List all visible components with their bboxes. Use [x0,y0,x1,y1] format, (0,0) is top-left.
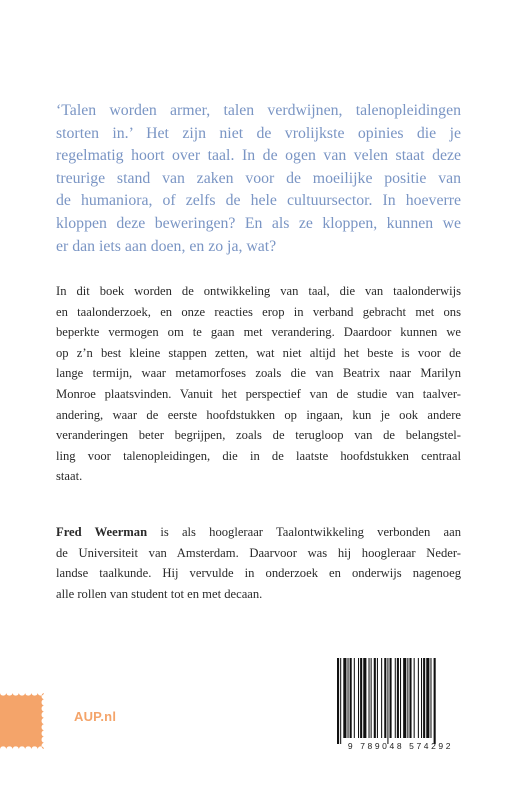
barcode-bar [350,658,352,738]
barcode-bar [390,658,392,738]
barcode-bar [358,658,359,738]
barcode-bar [418,658,419,738]
description-line: staat. [56,469,83,484]
intro-line: er dan iets aan doen, en zo ja, wat? [56,237,277,255]
author-bio-line [56,522,461,543]
description-line: en taalonderzoek, en onze reacties erop in verband gebracht met ons [56,304,461,319]
barcode-bar [363,658,366,738]
author-name: Fred Weerman [56,525,148,539]
description-line: beperkte vermogen om te gaan met verandering. Daardoor kunnen we [56,325,461,340]
description-line: In dit boek worden de ontwikkeling van taal, die van taalonderwijs [56,284,461,298]
description-line: lange termijn, waar metamorfoses zoals die van Beatrix naar Marilyn [56,366,461,381]
author-bio-line: alle rollen van student tot en met decaan. [56,586,263,601]
intro-line: de humaniora, of zelfs de hele cultuursector. In hoeverre [56,192,461,210]
barcode-bar [343,658,346,738]
barcode-bar [387,658,388,744]
book-description [56,281,461,487]
barcode-bar [374,658,376,738]
intro-line: regelmatig hoort over taal. In de ogen van velen staat deze [56,147,461,165]
barcode-bar [360,658,362,738]
barcode-bar [403,658,406,738]
barcode-bar [397,658,399,738]
barcode-number: 9 789048 574292 [347,741,454,751]
barcode-bar [409,658,411,738]
description-line: ling voor talenopleidingen, die in de laatste hoofdstukken centraal [56,448,461,463]
author-bio-first-line: is als hoogleraar Taalontwikkeling verbonden aan [147,525,462,539]
author-bio [56,522,461,604]
barcode-bar [354,658,355,738]
description-line: andering, waar de eerste hoofdstukken op ingaan, kun je ook andere [56,407,461,422]
intro-line: storten in.’ Het zijn niet de vrolijkste opinies die je [56,124,461,142]
intro-line: treurige stand van zaken voor de moeilijke positie van [56,169,461,187]
barcode-bar [395,658,396,738]
barcode-bar [369,658,370,738]
barcode-bar [381,658,382,738]
publisher-website-link[interactable]: AUP.nl [74,709,117,724]
barcode-bar [407,658,408,738]
barcode-bar [414,658,415,738]
author-bio-line: de Universiteit van Amsterdam. Daarvoor was hij hoogleraar Neder- [56,545,461,560]
barcode-bar [426,658,429,738]
barcode-bar [384,658,386,738]
barcode-bar [423,658,425,738]
barcode-bar [434,658,436,744]
publisher-stamp-icon [0,689,52,753]
barcode-bar [371,658,372,738]
barcode-bar [337,658,339,744]
intro-line: kloppen deze beweringen? En als ze kloppen, kunnen we [56,214,461,232]
description-line: veranderingen beter begrijpen, zoals de terugloop van de belangstel- [56,428,461,443]
barcode-bar [430,658,431,738]
intro-quote [56,100,461,258]
barcode-bar [340,658,341,744]
description-line: op z’n best kleine stappen zetten, wat niet altijd het beste is voor de [56,345,461,360]
barcode-bar [421,658,422,738]
barcode-bar [348,658,349,738]
intro-line: ‘Talen worden armer, talen verdwijnen, talenopleidingen [56,102,461,119]
author-bio-line: landse taalkunde. Hij vervulde in onderzoek en onderwijs nagenoeg [56,566,461,581]
barcode-bar [377,658,378,738]
barcode-bar [400,658,401,738]
description-line: Monroe plaatsvinden. Vanuit het perspectief van de studie van taalver- [56,386,461,401]
